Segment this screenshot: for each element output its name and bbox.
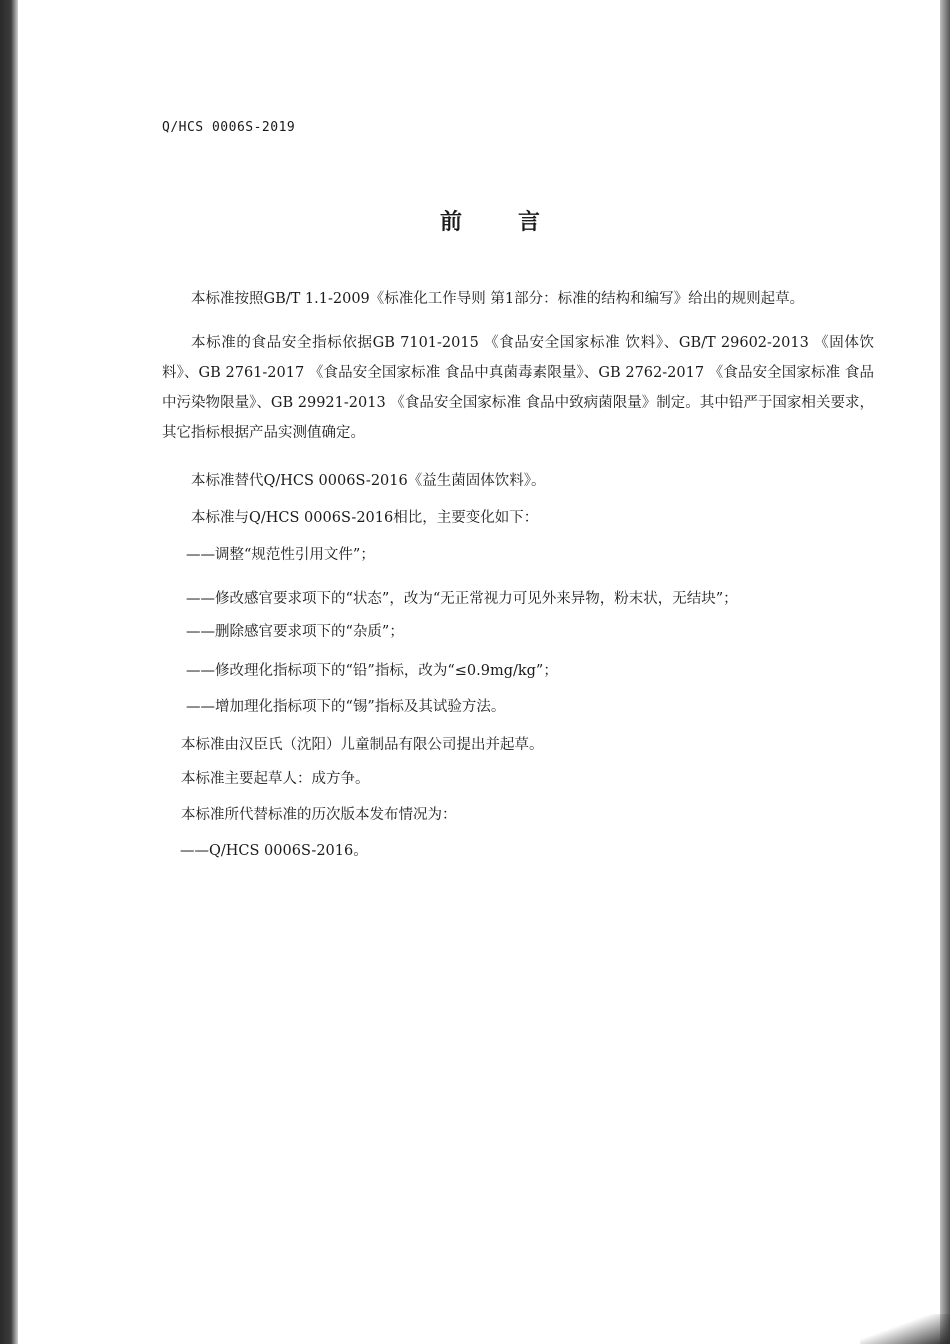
change-item: ——调整“规范性引用文件”； xyxy=(186,547,375,563)
scan-corner-shadow xyxy=(860,1314,950,1344)
change-item: ——删除感官要求项下的“杂质”； xyxy=(186,624,404,640)
paragraph-safety-basis: 本标准的食品安全指标依据GB 7101-2015 《食品安全国家标准 饮料》、GB/T 29602-2013 《固体饮料》、GB 2761-2017 《食品安全国家标准 食品中真菌毒素限量》、GB 2762-2017 《食品安全国家标准 食品中污染物限量》、GB 29921-2013 《食品安全国家标准 食品中致病菌限量》制定。其中铅严于国家相关要求，其它指标根据产品实测值确定。 xyxy=(162,335,874,441)
page-title: 前言 xyxy=(439,210,596,235)
history-item: ——Q/HCS 0006S-2016。 xyxy=(180,843,368,859)
document-code: Q/HCS 0006S-2019 xyxy=(162,120,296,135)
scan-left-edge xyxy=(0,0,18,1344)
paragraph-proposer: 本标准由汉臣氏（沈阳）儿童制品有限公司提出并起草。 xyxy=(181,737,544,753)
paragraph-replaces: 本标准替代Q/HCS 0006S-2016《益生菌固体饮料》。 xyxy=(191,473,546,489)
paragraph-history-intro: 本标准所代替标准的历次版本发布情况为： xyxy=(181,807,457,823)
paragraph-basis-rule: 本标准按照GB/T 1.1-2009《标准化工作导则 第1部分：标准的结构和编写》给出的规则起草。 xyxy=(191,291,805,307)
change-item: ——修改理化指标项下的“铅”指标，改为“≤0.9mg/kg”； xyxy=(186,663,558,679)
paragraph-drafter: 本标准主要起草人：成方争。 xyxy=(181,771,370,787)
change-item: ——增加理化指标项下的“锡”指标及其试验方法。 xyxy=(186,699,506,715)
change-item: ——修改感官要求项下的“状态”，改为“无正常视力可见外来异物，粉末状，无结块”； xyxy=(186,591,738,607)
scan-right-edge xyxy=(940,0,950,1344)
paragraph-changes-intro: 本标准与Q/HCS 0006S-2016相比，主要变化如下： xyxy=(191,510,539,526)
